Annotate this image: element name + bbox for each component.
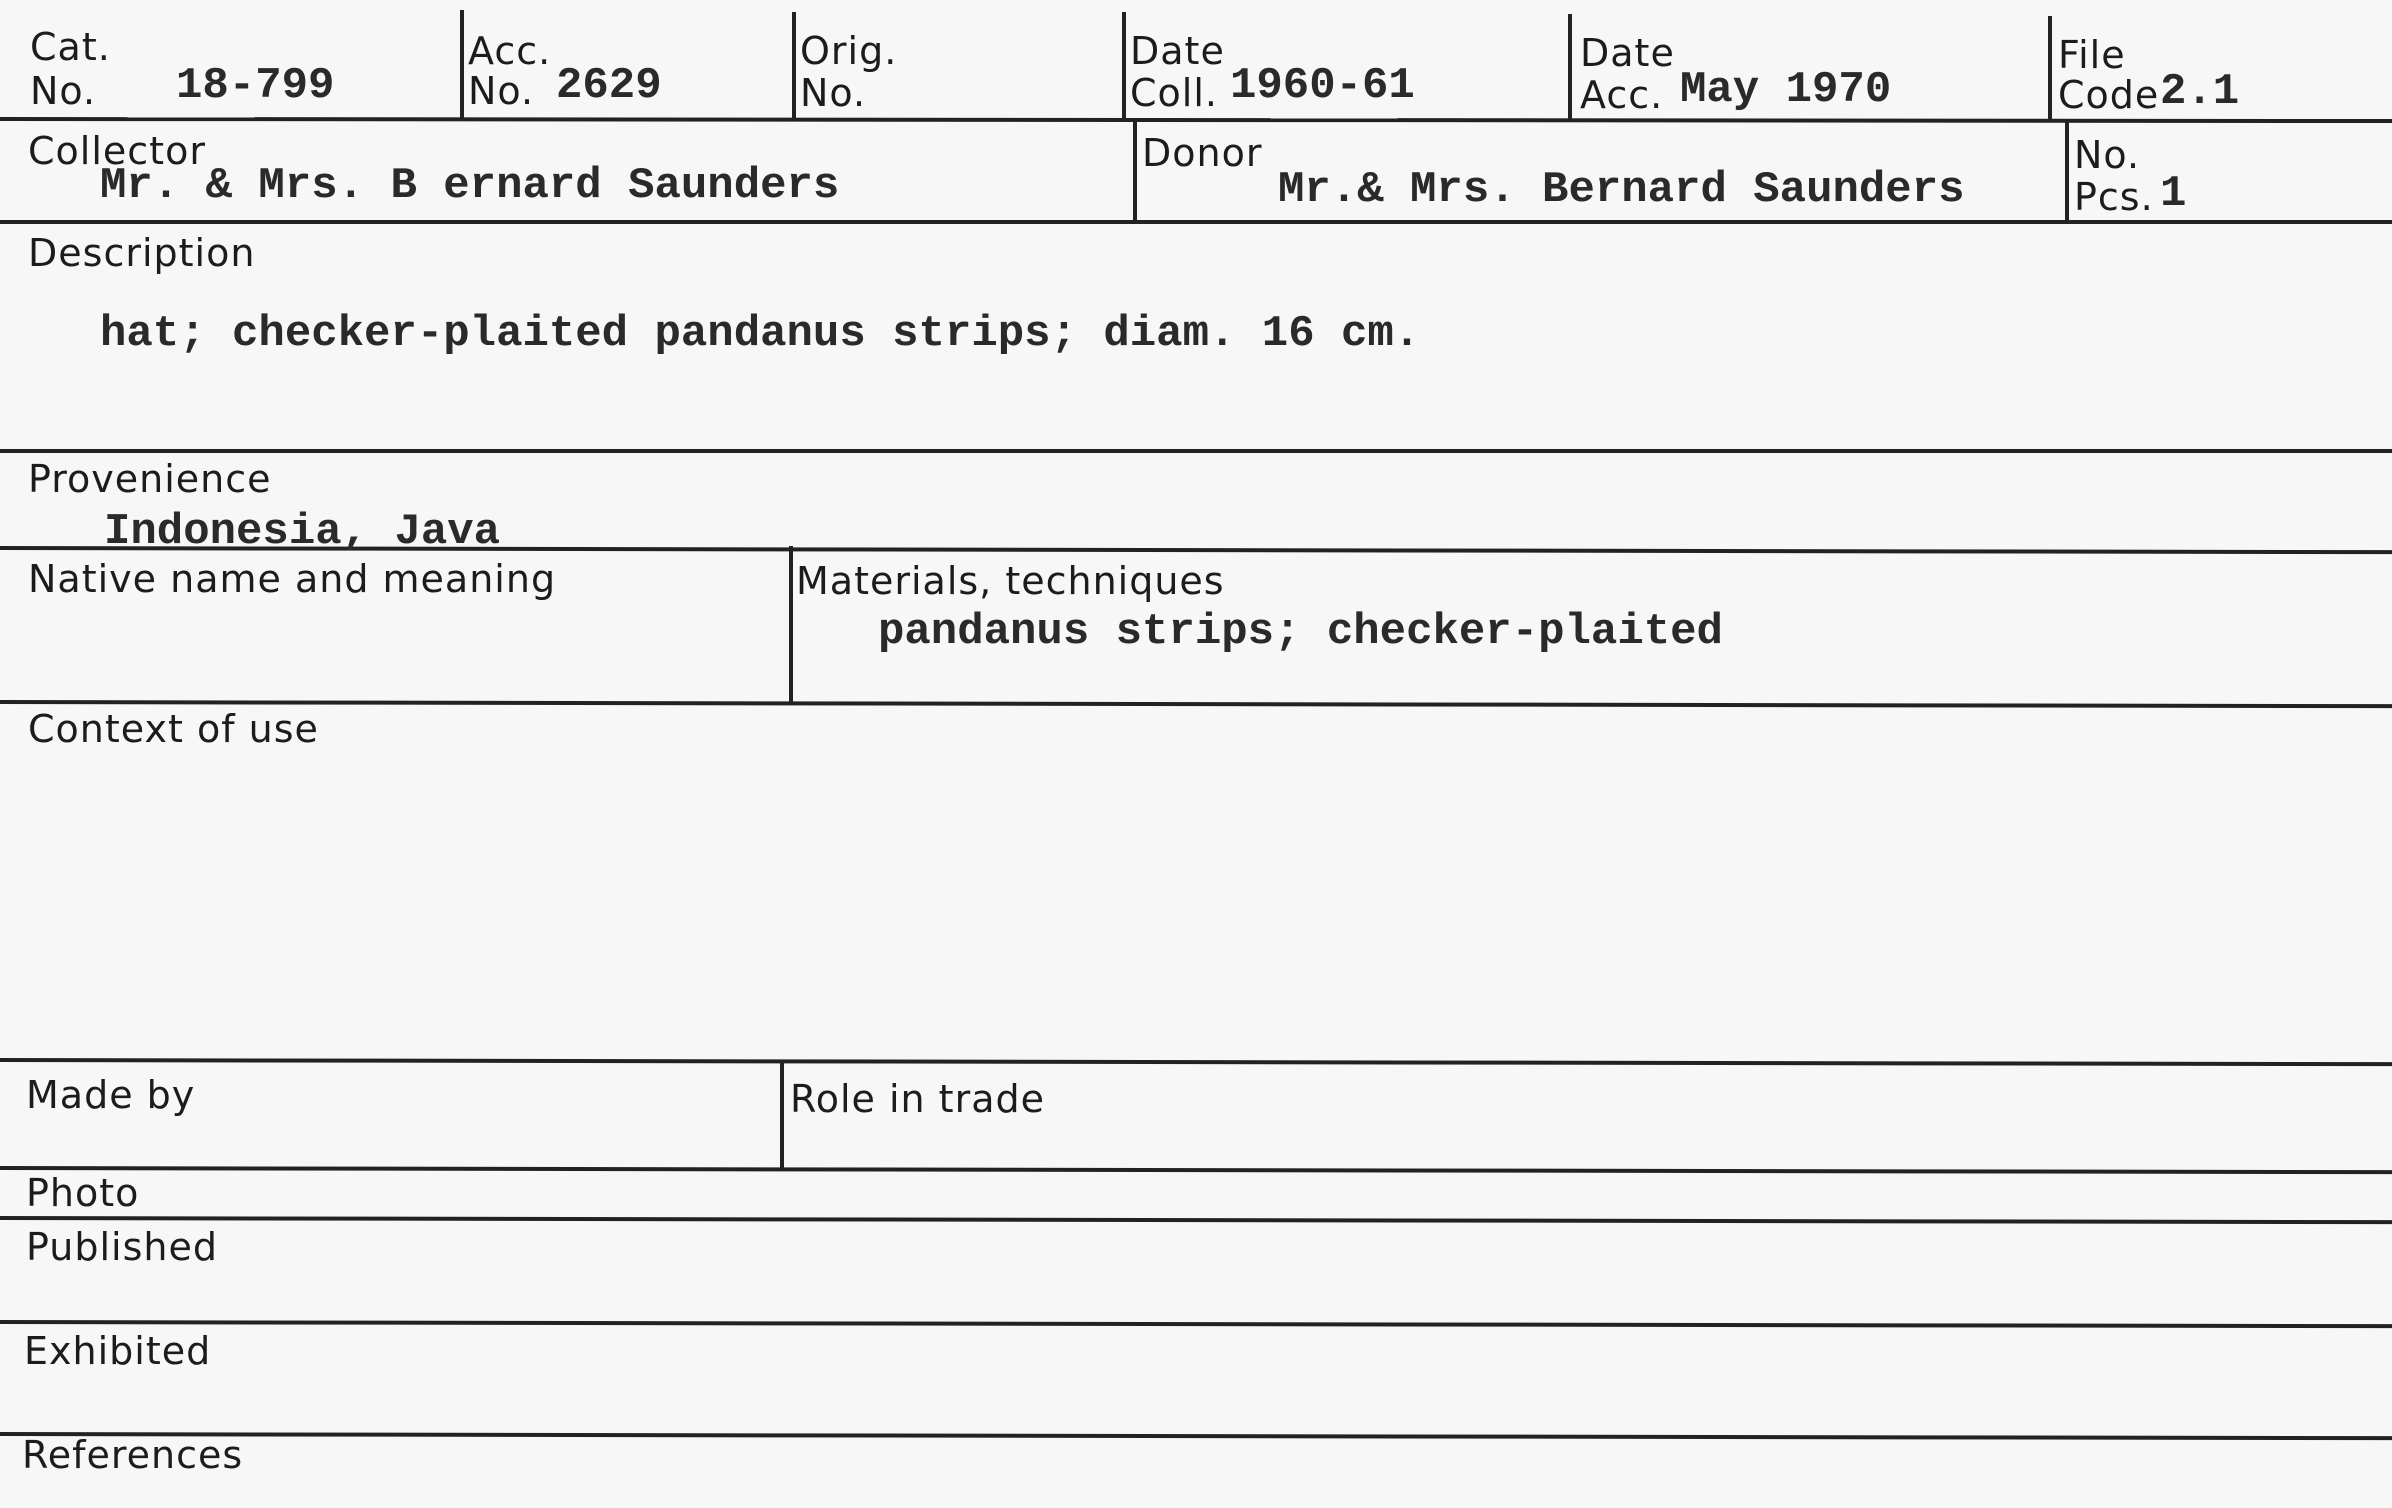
file-code-value: 2.1: [2160, 67, 2240, 117]
acc-no-value: 2629: [556, 61, 662, 111]
description-label: Description: [28, 231, 256, 275]
references-label: References: [22, 1433, 244, 1477]
divider-v-cat-acc: [460, 10, 464, 120]
divider-description-bottom: [0, 449, 2392, 453]
date-coll-label-line1: Date: [1130, 29, 1225, 73]
cat-no-label-line1: Cat.: [30, 25, 111, 69]
divider-v-collector-donor: [1133, 120, 1137, 222]
provenience-label: Provenience: [28, 457, 272, 501]
divider-published-bottom: [0, 1320, 2392, 1328]
divider-row1-bottom: [0, 117, 2392, 123]
provenience-value: Indonesia, Java: [104, 507, 501, 557]
date-acc-label-line2: Acc.: [1580, 73, 1664, 117]
divider-v-native-materials: [789, 546, 793, 702]
materials-label: Materials, techniques: [796, 559, 1225, 603]
divider-v-orig-datecoll: [1122, 12, 1126, 120]
divider-v-datecoll-dateacc: [1568, 14, 1572, 122]
divider-row2-bottom: [0, 220, 2392, 224]
acc-no-label-line2: No.: [468, 69, 535, 113]
cat-no-label-line2: No.: [30, 69, 97, 113]
divider-v-dateacc-file: [2048, 16, 2052, 122]
collector-label: Collector: [28, 129, 206, 173]
date-coll-label-line2: Coll.: [1130, 71, 1218, 115]
divider-v-madeby-role: [780, 1060, 784, 1168]
divider-madeby-bottom: [0, 1166, 2392, 1174]
description-value: hat; checker-plaited pandanus strips; diam. 16 cm.: [100, 309, 1421, 359]
donor-label: Donor: [1142, 131, 1263, 175]
date-acc-label-line1: Date: [1580, 31, 1675, 75]
exhibited-label: Exhibited: [24, 1329, 212, 1373]
donor-value: Mr.& Mrs. Bernard Saunders: [1278, 165, 1965, 215]
published-label: Published: [26, 1225, 218, 1269]
date-acc-value: May 1970: [1680, 65, 1892, 115]
photo-label: Photo: [26, 1171, 140, 1215]
native-name-label: Native name and meaning: [28, 557, 557, 601]
role-in-trade-label: Role in trade: [790, 1077, 1045, 1121]
acc-no-label-line1: Acc.: [468, 29, 552, 73]
context-of-use-label: Context of use: [28, 707, 319, 751]
file-code-label-line1: File: [2058, 33, 2126, 77]
cat-no-value: 18-799: [176, 61, 335, 111]
divider-v-acc-orig: [792, 12, 796, 120]
no-pcs-value: 1: [2160, 169, 2187, 219]
divider-materials-bottom: [0, 700, 2392, 708]
file-code-label-line2: Code: [2058, 73, 2160, 117]
materials-value: pandanus strips; checker-plaited: [878, 607, 1723, 657]
divider-photo-bottom: [0, 1216, 2392, 1224]
divider-v-donor-pcs: [2065, 122, 2069, 224]
orig-no-label-line1: Orig.: [800, 29, 898, 73]
collector-value: Mr. & Mrs. B ernard Saunders: [100, 161, 840, 211]
no-pcs-label-line2: Pcs.: [2074, 175, 2154, 219]
orig-no-label-line2: No.: [800, 71, 867, 115]
date-coll-value: 1960-61: [1230, 61, 1415, 111]
divider-exhibited-bottom: [0, 1432, 2392, 1440]
made-by-label: Made by: [26, 1073, 196, 1117]
divider-context-bottom: [0, 1058, 2392, 1066]
no-pcs-label-line1: No.: [2074, 133, 2141, 177]
